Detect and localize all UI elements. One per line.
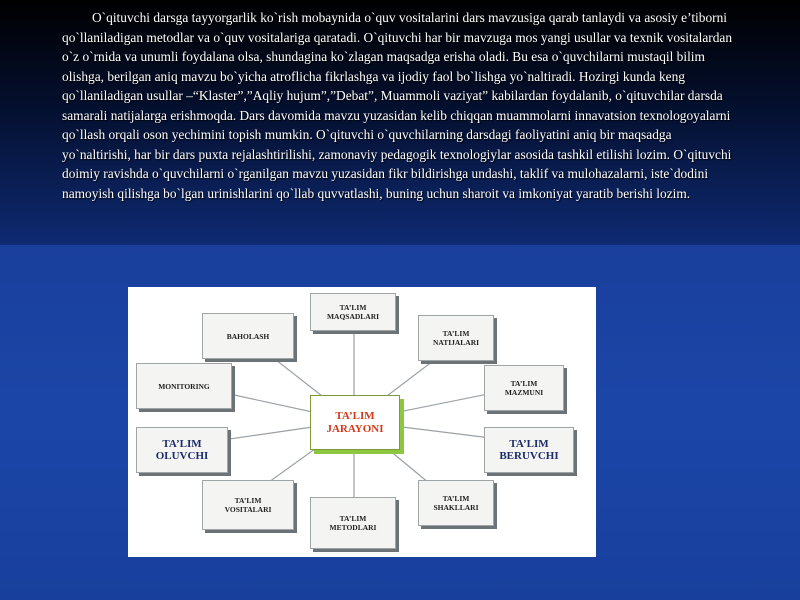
node-shakllari: TA’LIM SHAKLLARI	[418, 480, 494, 526]
node-baholash: BAHOLASH	[202, 313, 294, 359]
node-center-jarayoni: TA’LIM JARAYONI	[310, 395, 400, 450]
node-metodlari: TA’LIM METODLARI	[310, 497, 396, 549]
node-oluvchi: TA’LIM OLUVCHI	[136, 427, 228, 473]
node-mazmuni: TA’LIM MAZMUNI	[484, 365, 564, 411]
node-beruvchi: TA’LIM BERUVCHI	[484, 427, 574, 473]
text-block	[62, 8, 742, 203]
node-natijalari: TA’LIM NATIJALARI	[418, 315, 494, 361]
node-vositalari: TA’LIM VOSITALARI	[202, 480, 294, 530]
node-monitoring: MONITORING	[136, 363, 232, 409]
node-maqsadlari: TA’LIM MAQSADLARI	[310, 293, 396, 331]
paragraph: O`qituvchi darsga tayyorgarlik ko`rish mobaynida o`quv vositalarini dars mavzusiga qarab tanlaydi va asosiy e’tiborni qo`llaniladigan metodlar va o`quv vositalariga qaratadi. O`qituvchi har bir mavzuga mos yangi usullar va texnik vositalardan o`z o`rnida va unumli foydalana olsa, shundagina ko`zlagan maqsadga erisha oladi. Bu esa o`quvchilarni mustaqil bilim olishga, berilgan aniq mavzu bo`yicha atroflicha fikrlashga va ijodiy faol bo`lishga yo`naltiradi. Hozirgi kunda keng qo`llaniladigan usullar –“Klaster”,”Aqliy hujum”,”Debat”, Muammoli vaziyat” kabilardan foydalanib, o`qituvchilar darsda samarali natijalarga erishmoqda. Dars davomida mavzu yuzasidan kelib chiqqan muammolarni innavatsion texnologoyalarni qo`llash orqali oson yechimini topish mumkin. O`qituvchi o`quvchilarning darsdagi faoliyatini aniq bir maqsadga yo`naltirishi, har bir dars puxta rejalashtirilishi, zamonaviy pedagogik texnologiylar asosida tashkil etilishi lozim. O`qituvchi doimiy ravishda o`quvchilarni o`rganilgan mavzu yuzasidan fikr bildirishga undashi, taklif va mulohazalarni, iste`dodini namoyish qilishga bo`lgan urinishlarini qo`llab quvvatlashi, buning uchun sharoit va imkoniyat yaratib berishi lozim.	[62, 10, 733, 201]
learning-process-diagram	[128, 287, 596, 557]
